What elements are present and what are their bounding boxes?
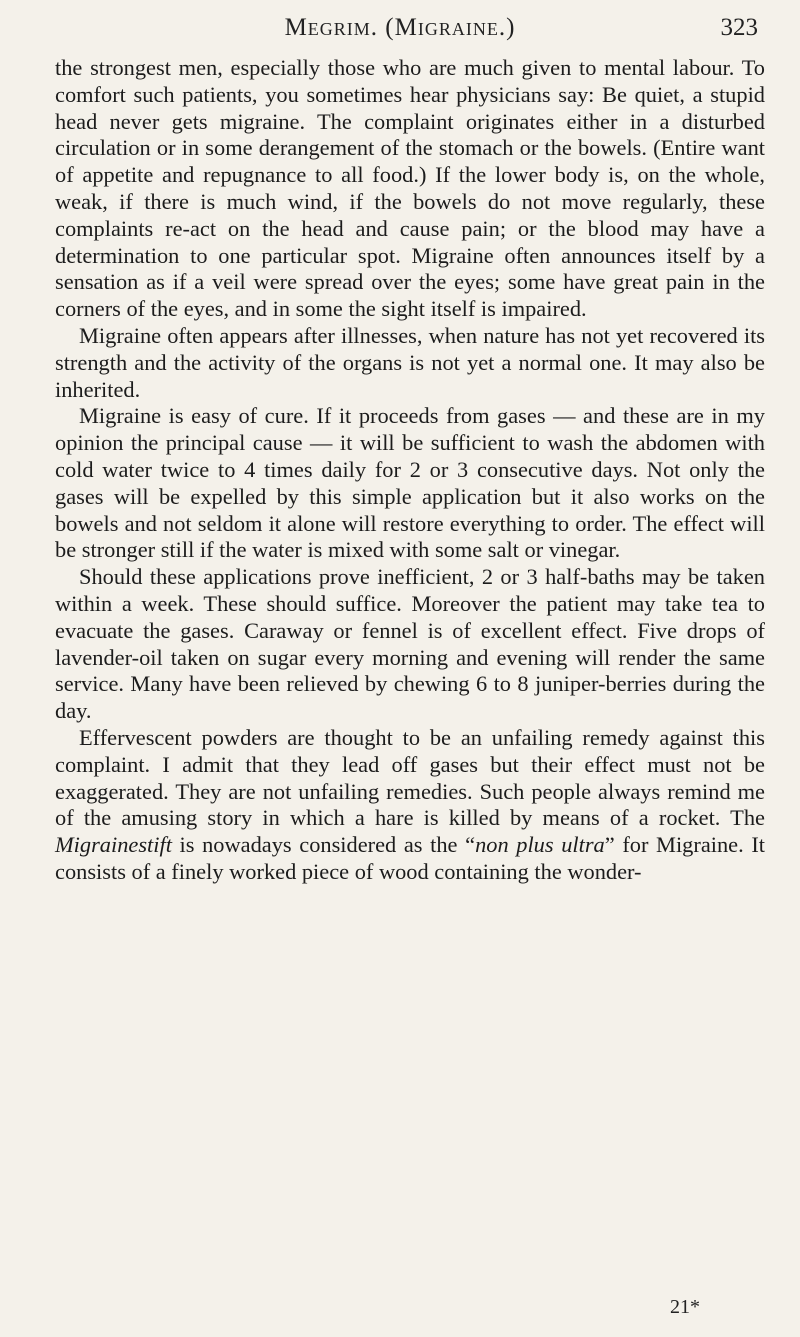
running-head: Megrim. (Migraine.)	[284, 14, 516, 41]
paragraph-1: the strongest men, especially those who are much given to mental labour. To comfort such patients, you sometimes hear physicians say: Be quiet, a stupid head never gets migraine. The complaint originates either in a disturbed circulation or in some derangement of the stomach or the bowels. (Entire want of appetite and repugnance to all food.) If the lower body is, on the whole, weak, if there is much wind, if the bowels do not move regularly, these complaints re-act on the head and cause pain; or the blood may have a determination to one particular spot. Migraine often announces itself by a sensation as if a veil were spread over the eyes; some have great pain in the corners of the eyes, and in some the sight itself is impaired.	[55, 55, 765, 322]
body-text	[55, 55, 765, 886]
non-plus-ultra-term: non plus ultra	[475, 832, 605, 858]
paragraph-5-text-b: is nowadays considered as the “	[171, 832, 476, 858]
migrainestift-term: Migrainestift	[55, 832, 172, 858]
paragraph-4: Should these applications prove inefficient, 2 or 3 half-baths may be taken within a week. These should suffice. Moreover the patient may take tea to evacuate the gases. Caraway or fennel is of excellent effect. Five drops of lavender-oil taken on sugar every morning and evening will render the same service. Many have been relieved by chewing 6 to 8 juniper-berries during the day.	[55, 564, 765, 724]
signature-mark: 21*	[670, 1296, 700, 1318]
page-number: 323	[720, 14, 758, 41]
paragraph-5	[55, 725, 765, 886]
paragraph-2: Migraine often appears after illnesses, when nature has not yet recovered its strength and the activity of the organs is not yet a normal one. It may also be inherited.	[55, 322, 765, 402]
paragraph-5-text-c: ” for Migraine. It consists of a finely worked piece of wood containing the wonder-	[55, 832, 766, 884]
page-header	[0, 12, 800, 52]
paragraph-5-text-a: Effervescent powders are thought to be an unfailing remedy against this complaint. I admit that they lead off gases but their effect must not be exaggerated. They are not unfailing remedies. Such people always remind me of the amusing story in which a hare is killed by means of a rocket. The	[55, 724, 765, 831]
paragraph-3: Migraine is easy of cure. If it proceeds from gases — and these are in my opinion the principal cause — it will be sufficient to wash the abdomen with cold water twice to 4 times daily for 2 or 3 consecutive days. Not only the gases will be expelled by this simple application but it also works on the bowels and not seldom it alone will restore everything to order. The effect will be stronger still if the water is mixed with some salt or vinegar.	[55, 403, 765, 563]
